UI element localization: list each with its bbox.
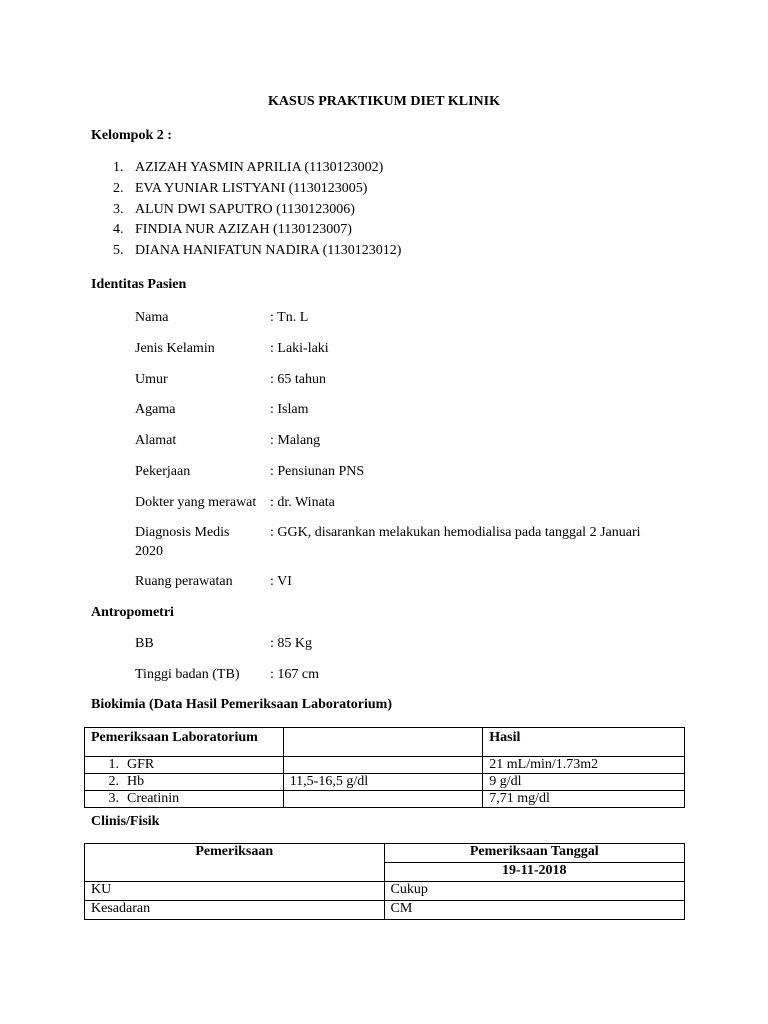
member-item: 2. EVA YUNIAR LISTYANI (1130123005) [113,181,368,196]
biochem-heading: Biokimia (Data Hasil Pemeriksaan Laboratorium) [91,697,392,712]
field-value: : 85 Kg [270,636,312,651]
field-value: : Malang [270,433,321,448]
group-heading: Kelompok 2 : [91,128,172,143]
member-item: 4. FINDIA NUR AZIZAH (1130123007) [113,222,352,237]
normal-range-cell [283,757,483,774]
field-value: : 65 tahun [270,372,326,387]
test-cell: 3. Creatinin [85,791,284,808]
test-cell: 1. GFR [85,757,284,774]
column-header: Pemeriksaan Laboratorium [85,728,284,757]
field-value: : 167 cm [270,667,319,682]
field-label: Pekerjaan [135,464,191,479]
field-value: : dr. Winata [270,495,335,510]
member-text: FINDIA NUR AZIZAH (1130123007) [135,222,352,237]
result-cell: 21 mL/min/1.73m2 [483,757,685,774]
item-cell: Kesadaran [85,901,385,920]
result-cell: 7,71 mg/dl [483,791,685,808]
column-header [283,728,483,757]
field-label: Ruang perawatan [135,574,233,589]
field-value: : GGK, disarankan melakukan hemodialisa pada tanggal 2 Januari [270,525,641,540]
normal-range-cell [283,791,483,808]
table-row [85,774,685,791]
identity-heading: Identitas Pasien [91,277,187,292]
column-header: Pemeriksaan [85,844,385,882]
field-value: : Tn. L [270,310,309,325]
field-label: Dokter yang merawat [135,495,257,510]
column-header: Pemeriksaan Tanggal [384,844,685,863]
date-header: 19-11-2018 [384,863,685,882]
member-item: 3. ALUN DWI SAPUTRO (1130123006) [113,202,355,217]
field-label: Jenis Kelamin [135,341,215,356]
field-label: BB [135,636,154,651]
field-value: : Pensiunan PNS [270,464,365,479]
field-label: Diagnosis Medis [135,525,230,540]
member-item: 5. DIANA HANIFATUN NADIRA (1130123012) [113,243,402,258]
table-header-row [85,844,685,863]
table-header-row [85,728,685,757]
table-row [85,882,685,901]
value-cell: Cukup [384,882,685,901]
field-value: : VI [270,574,292,589]
field-label: Agama [135,402,176,417]
table-row [85,791,685,808]
table-row [85,901,685,920]
document-title: KASUS PRAKTIKUM DIET KLINIK [268,94,500,109]
clinical-table [84,843,685,920]
field-label: Alamat [135,433,177,448]
field-value: : Laki-laki [270,341,329,356]
item-cell: KU [85,882,385,901]
member-text: AZIZAH YASMIN APRILIA (1130123002) [135,160,384,175]
member-text: EVA YUNIAR LISTYANI (1130123005) [135,181,368,196]
normal-range-cell: 11,5-16,5 g/dl [283,774,483,791]
member-text: ALUN DWI SAPUTRO (1130123006) [135,202,355,217]
result-cell: 9 g/dl [483,774,685,791]
column-header: Hasil [483,728,685,757]
anthropometry-heading: Antropometri [91,605,174,620]
member-item: 1. AZIZAH YASMIN APRILIA (1130123002) [113,160,384,175]
member-text: DIANA HANIFATUN NADIRA (1130123012) [135,243,402,258]
field-label: Nama [135,310,169,325]
table-row [85,757,685,774]
field-label: Umur [135,372,168,387]
field-label: Tinggi badan (TB) [135,667,240,682]
clinical-heading: Clinis/Fisik [91,814,160,829]
field-value: : Islam [270,402,309,417]
lab-results-table [84,727,685,808]
field-value-continuation: 2020 [135,544,163,559]
value-cell: CM [384,901,685,920]
test-cell: 2. Hb [85,774,284,791]
